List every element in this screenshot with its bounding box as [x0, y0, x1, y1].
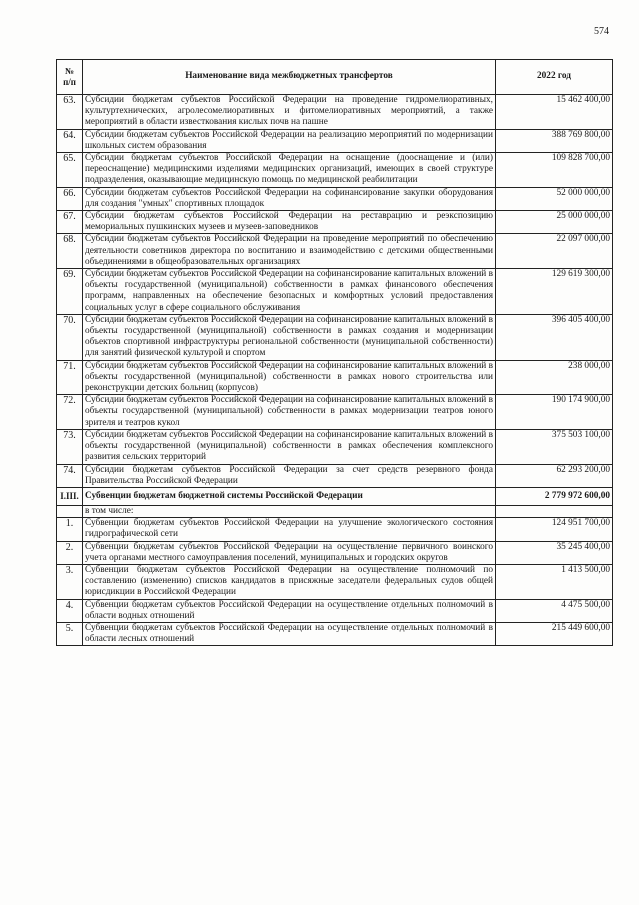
section-name: Субвенции бюджетам бюджетной системы Российской Федерации	[83, 487, 496, 505]
row-num: 4.	[57, 599, 83, 622]
row-amount: 190 174 900,00	[496, 395, 613, 430]
row-amount: 62 293 200,00	[496, 464, 613, 487]
row-amount: 215 449 600,00	[496, 622, 613, 645]
section-note: в том числе:	[83, 505, 496, 517]
table-row	[57, 518, 613, 541]
row-name: Субсидии бюджетам субъектов Российской Федерации на реставрацию и реэкспозицию мемориальных пушкинских музеев и музеев-заповедников	[83, 211, 496, 234]
row-name: Субсидии бюджетам субъектов Российской Федерации на проведение мероприятий по обеспечению деятельности советников директора по воспитанию и взаимодействию с детскими общественными объединениями в общеобразовательных организациях	[83, 234, 496, 269]
table-row	[57, 564, 613, 599]
row-num: 69.	[57, 269, 83, 315]
row-amount: 124 951 700,00	[496, 518, 613, 541]
row-num: 70.	[57, 314, 83, 360]
row-amount: 375 503 100,00	[496, 429, 613, 464]
row-name: Субсидии бюджетам субъектов Российской Федерации на софинансирование капитальных вложений в объекты государственной (муниципальной) собственности в рамках нового строительства или реконструкции детских больниц (корпусов)	[83, 360, 496, 395]
header-name: Наименование вида межбюджетных трансфертов	[83, 60, 496, 95]
row-num: 5.	[57, 622, 83, 645]
table-row	[57, 599, 613, 622]
row-name: Субсидии бюджетам субъектов Российской Федерации на софинансирование капитальных вложений в объекты государственной (муниципальной) собственности в рамках финансового обеспечения программ, направленных на обеспечение безопасных и комфортных условий предоставления социальных услуг в сфере социального обслуживания	[83, 269, 496, 315]
table-row	[57, 234, 613, 269]
table-row	[57, 129, 613, 152]
table-row	[57, 314, 613, 360]
row-amount: 25 000 000,00	[496, 211, 613, 234]
row-name: Субсидии бюджетам субъектов Российской Федерации на софинансирование капитальных вложений в объекты государственной (муниципальной) собственности в рамках модернизации театров юного зрителя и театров кукол	[83, 395, 496, 430]
row-name: Субвенции бюджетам субъектов Российской Федерации на улучшение экологического состояния гидрографической сети	[83, 518, 496, 541]
row-num: 68.	[57, 234, 83, 269]
row-amount: 15 462 400,00	[496, 95, 613, 130]
row-name: Субвенции бюджетам субъектов Российской Федерации на осуществление первичного воинского учета органами местного самоуправления поселений, муниципальных и городских округов	[83, 541, 496, 564]
row-name: Субсидии бюджетам субъектов Российской Федерации на оснащение (дооснащение и (или) переоснащение) медицинскими изделиями медицинских организаций, имеющих в своей структуре подразделения, оказывающие медицинскую помощь по медицинской реабилитации	[83, 153, 496, 188]
table-row	[57, 464, 613, 487]
row-name: Субсидии бюджетам субъектов Российской Федерации на софинансирование закупки оборудования для создания "умных" спортивных площадок	[83, 187, 496, 210]
section-note-row	[57, 505, 613, 517]
table-row	[57, 395, 613, 430]
row-num: 71.	[57, 360, 83, 395]
header-year: 2022 год	[496, 60, 613, 95]
row-name: Субвенции бюджетам субъектов Российской Федерации на осуществление отдельных полномочий в области водных отношений	[83, 599, 496, 622]
note-num-cell	[57, 505, 83, 517]
header-num: № п/п	[57, 60, 83, 95]
table-row	[57, 360, 613, 395]
section-amount: 2 779 972 600,00	[496, 487, 613, 505]
table-row	[57, 187, 613, 210]
row-amount: 4 475 500,00	[496, 599, 613, 622]
table-row	[57, 429, 613, 464]
row-num: 63.	[57, 95, 83, 130]
row-amount: 238 000,00	[496, 360, 613, 395]
row-amount: 109 828 700,00	[496, 153, 613, 188]
row-num: 1.	[57, 518, 83, 541]
row-amount: 388 769 800,00	[496, 129, 613, 152]
row-amount: 129 619 300,00	[496, 269, 613, 315]
row-num: 3.	[57, 564, 83, 599]
row-name: Субсидии бюджетам субъектов Российской Федерации на софинансирование капитальных вложений в объекты государственной (муниципальной) собственности в рамках создания и модернизации объектов спортивной инфраструктуры региональной собственности (муниципальной собственности) для занятий физической культурой и спортом	[83, 314, 496, 360]
table-header	[57, 60, 613, 95]
section-num: I.III.	[57, 487, 83, 505]
section-row	[57, 487, 613, 505]
table-row	[57, 211, 613, 234]
row-amount: 396 405 400,00	[496, 314, 613, 360]
row-num: 64.	[57, 129, 83, 152]
row-num: 67.	[57, 211, 83, 234]
row-num: 72.	[57, 395, 83, 430]
row-name: Субсидии бюджетам субъектов Российской Федерации на софинансирование капитальных вложений в объекты государственной (муниципальной) собственности в рамках обеспечения комплексного развития сельских территорий	[83, 429, 496, 464]
row-num: 74.	[57, 464, 83, 487]
row-amount: 1 413 500,00	[496, 564, 613, 599]
row-amount: 35 245 400,00	[496, 541, 613, 564]
row-num: 2.	[57, 541, 83, 564]
table-row	[57, 269, 613, 315]
row-amount: 52 000 000,00	[496, 187, 613, 210]
table-row	[57, 622, 613, 645]
row-name: Субсидии бюджетам субъектов Российской Федерации на реализацию мероприятий по модернизации школьных систем образования	[83, 129, 496, 152]
table-row	[57, 95, 613, 130]
note-amount-cell	[496, 505, 613, 517]
page-number: 574	[594, 26, 609, 37]
row-num: 73.	[57, 429, 83, 464]
row-amount: 22 097 000,00	[496, 234, 613, 269]
row-name: Субвенции бюджетам субъектов Российской Федерации на осуществление полномочий по составлению (изменению) списков кандидатов в присяжные заседатели федеральных судов общей юрисдикции в Российской Федерации	[83, 564, 496, 599]
row-num: 65.	[57, 153, 83, 188]
row-name: Субсидии бюджетам субъектов Российской Федерации за счет средств резервного фонда Правительства Российской Федерации	[83, 464, 496, 487]
row-name: Субсидии бюджетам субъектов Российской Федерации на проведение гидромелиоративных, культуртехнических, агролесомелиоративных и фитомелиоративных мероприятий, а также мероприятий в области известкования кислых почв на пашне	[83, 95, 496, 130]
row-num: 66.	[57, 187, 83, 210]
transfers-table	[56, 59, 613, 646]
table-row	[57, 541, 613, 564]
row-name: Субвенции бюджетам субъектов Российской Федерации на осуществление отдельных полномочий в области лесных отношений	[83, 622, 496, 645]
table-row	[57, 153, 613, 188]
